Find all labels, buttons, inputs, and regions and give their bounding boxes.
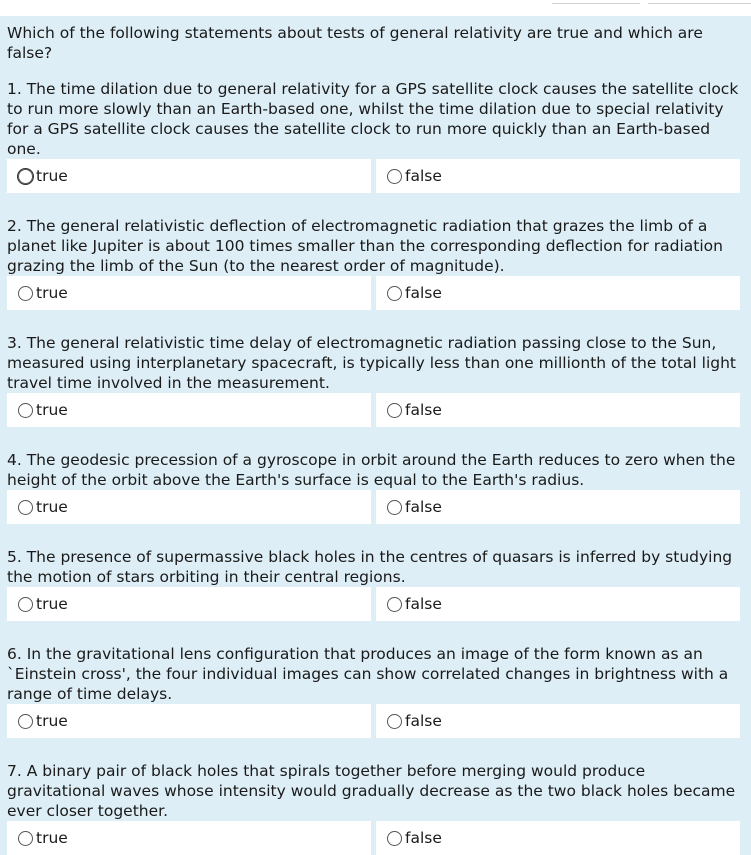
quiz-panel: [0, 16, 751, 855]
question-text: 5. The presence of supermassive black holes in the centres of quasars is inferred by studying the motion of stars orbiting in their central regions.: [7, 548, 733, 586]
question-text: 3. The general relativistic time delay of electromagnetic radiation passing close to the Sun, measured using interplanetary spacecraft, is typically less than one millionth of the total light travel time involved in the measurement.: [7, 334, 736, 392]
option-label: true: [36, 829, 68, 847]
option-true[interactable]: [7, 490, 371, 524]
quiz-instructions: Which of the following statements about tests of general relativity are true and which are false?: [7, 24, 703, 62]
option-label: false: [405, 167, 442, 185]
radio-button[interactable]: [387, 286, 402, 301]
option-label: false: [405, 829, 442, 847]
option-false[interactable]: [376, 159, 740, 193]
option-true[interactable]: [7, 159, 371, 193]
answer-options: [7, 587, 751, 621]
radio-button[interactable]: [387, 500, 402, 515]
option-label: true: [36, 712, 68, 730]
radio-button[interactable]: [18, 500, 33, 515]
radio-button[interactable]: [387, 597, 402, 612]
radio-button[interactable]: [387, 403, 402, 418]
answer-options: [7, 704, 751, 738]
option-false[interactable]: [376, 490, 740, 524]
option-label: false: [405, 498, 442, 516]
toolbar-tab: [552, 0, 640, 4]
radio-button[interactable]: [387, 169, 402, 184]
option-label: false: [405, 401, 442, 419]
question-text: 2. The general relativistic deflection of electromagnetic radiation that grazes the limb of a planet like Jupiter is about 100 times smaller than the corresponding deflection for radiation grazing the limb of the Sun (to the nearest order of magnitude).: [7, 217, 723, 275]
radio-button[interactable]: [18, 597, 33, 612]
option-false[interactable]: [376, 704, 740, 738]
option-false[interactable]: [376, 587, 740, 621]
option-false[interactable]: [376, 393, 740, 427]
answer-options: [7, 159, 751, 193]
radio-button[interactable]: [387, 714, 402, 729]
option-true[interactable]: [7, 704, 371, 738]
option-label: true: [36, 498, 68, 516]
radio-button[interactable]: [18, 286, 33, 301]
option-true[interactable]: [7, 821, 371, 855]
answer-options: [7, 490, 751, 524]
radio-button[interactable]: [387, 831, 402, 846]
option-label: false: [405, 712, 442, 730]
option-label: true: [36, 595, 68, 613]
answer-options: [7, 276, 751, 310]
radio-button[interactable]: [18, 831, 33, 846]
option-false[interactable]: [376, 821, 740, 855]
option-true[interactable]: [7, 393, 371, 427]
question-text: 4. The geodesic precession of a gyroscope in orbit around the Earth reduces to zero when the height of the orbit above the Earth's surface is equal to the Earth's radius.: [7, 451, 736, 489]
question-text: 7. A binary pair of black holes that spirals together before merging would produce gravitational waves whose intensity would gradually decrease as the two black holes became ever closer together.: [7, 762, 736, 820]
radio-button[interactable]: [18, 403, 33, 418]
answer-options: [7, 393, 751, 427]
answer-options: [7, 821, 751, 855]
option-false[interactable]: [376, 276, 740, 310]
question-text: 6. In the gravitational lens configuration that produces an image of the form known as an `Einstein cross', the four individual images can show correlated changes in brightness with a range of time delays.: [7, 645, 729, 703]
option-label: true: [36, 401, 68, 419]
radio-button[interactable]: [18, 714, 33, 729]
option-label: true: [36, 167, 68, 185]
radio-button[interactable]: [18, 169, 33, 184]
question-text: 1. The time dilation due to general relativity for a GPS satellite clock causes the satellite clock to run more slowly than an Earth-based one, whilst the time dilation due to special relativity for a GPS satellite clock causes the satellite clock to run more quickly than an Earth-based one.: [7, 80, 739, 158]
option-label: true: [36, 284, 68, 302]
top-toolbar-edge: [0, 0, 751, 5]
toolbar-tab: [648, 0, 751, 4]
option-true[interactable]: [7, 276, 371, 310]
option-label: false: [405, 595, 442, 613]
option-true[interactable]: [7, 587, 371, 621]
option-label: false: [405, 284, 442, 302]
